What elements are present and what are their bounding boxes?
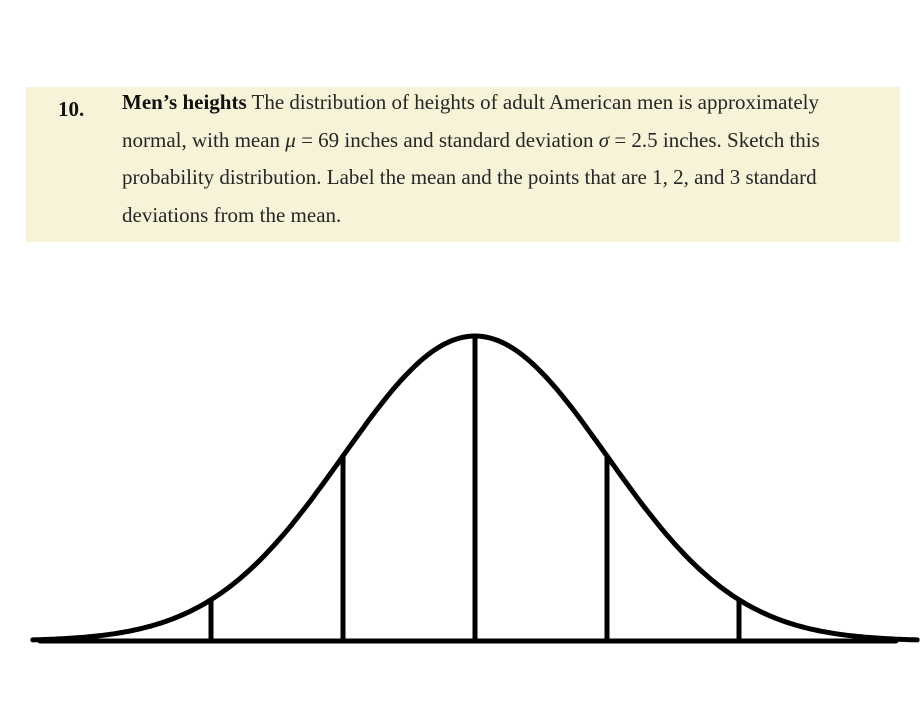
sd-marker-lines <box>79 336 871 641</box>
problem-text-part-2: = 69 inches and standard deviation <box>295 127 599 152</box>
problem-number: 10. <box>58 97 85 121</box>
problem-title: Men’s heights <box>122 90 247 114</box>
problem-text-part-3: = 2.5 inches. Sketch this probability distribution. Label the mean and the points that are 1, 2, and 3 standard deviations from the mean. <box>122 127 820 228</box>
mu-symbol: μ <box>285 127 296 152</box>
problem-text-part-1: The distribution of heights of adult American men is approximately normal, with mean <box>122 90 819 152</box>
sigma-symbol: σ <box>598 127 610 152</box>
